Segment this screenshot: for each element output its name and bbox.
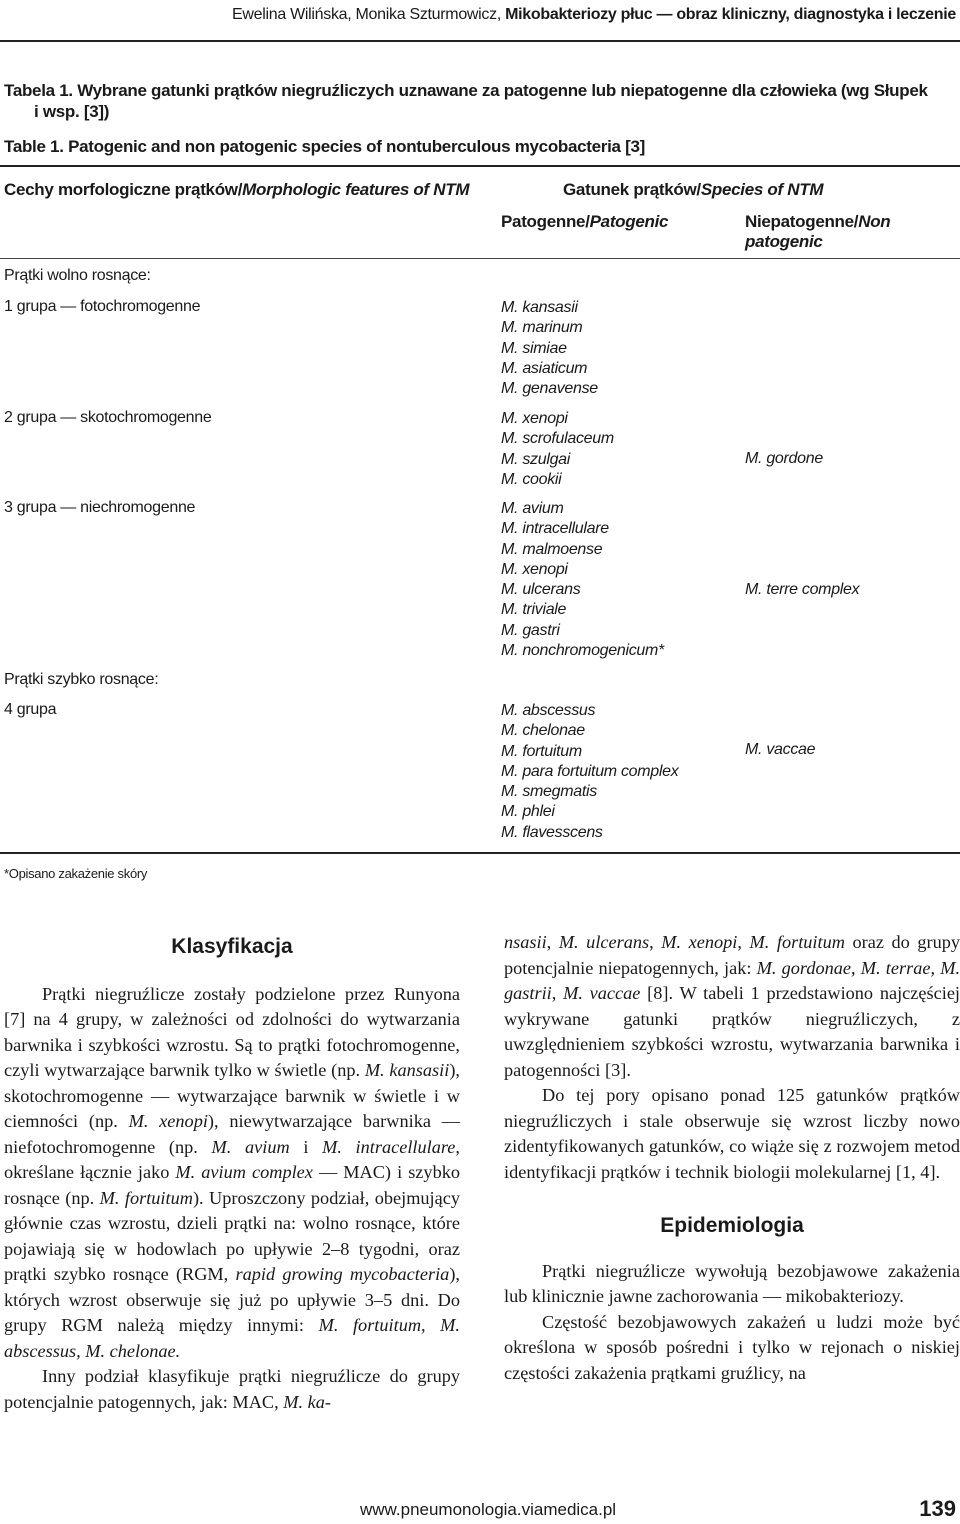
species-item: M. xenopi (501, 560, 568, 578)
paragraph: Do tej pory opisano ponad 125 gatunków prątków niegruźliczych i stale obserwuje się wzrost liczby nowo zidentyfikowanych gatunków, co wiąże się z rozwojem metod identyfikacji prątków i technik biologii molekularnej [1, 4]. (504, 1085, 960, 1182)
species-item: M. avium (501, 500, 564, 517)
paragraph: Prątki niegruźlicze wywołują bezobjawowe zakażenia lub klinicznie jawne zachorowania — mikobakteriozy. (504, 1260, 960, 1306)
left-column (4, 934, 460, 1415)
paragraph: Prątki niegruźlicze zostały podzielone przez Runyona [7] na 4 grupy, w zależności od zdolności do wytwarzania barwnika i szybkości wzrostu. Są to prątki fotochromogenne, czyli wytwarzające barwnik tylko w świetle (np. M. kansasii), skotochromogenne — wytwarzające barwnik w świetle i w ciemności (np. M. xenopi), niewytwarzające barwnika — niefotochromogenne (np. M. avium i M. intracellulare, określane łącznie jako M. avium complex — MAC) i szybko rosnące (np. M. fortuitum). Uproszczony podział, obejmujący głównie czas wzrostu, dzieli prątki na: wolno rosnące, które pojawiają się w hodowlach po upływie 2–8 tygodni, oraz prątki szybko rosnące (RGM, rapid growing mycobacteria), których wzrost obserwuje się już po upływie 3–5 dni. Do grupy RGM należą między innymi: M. fortuitum, M. abscessus, M. chelonae. (4, 983, 461, 1361)
species-item: M. chelonae (501, 722, 585, 740)
group3-species (501, 499, 664, 661)
species-item: M. intracellulare (501, 520, 609, 538)
running-header (232, 6, 956, 24)
section-title-klasyfikacja: Klasyfikacja (171, 935, 293, 958)
slow-growing-label: Prątki wolno rosnące: (4, 267, 151, 284)
section-title-epidemiologia: Epidemiologia (660, 1214, 804, 1237)
group4-species (501, 701, 678, 843)
page-number: 139 (919, 1496, 956, 1521)
group2-label: 2 grupa — skotochromogenne (4, 409, 212, 426)
table-caption-pl-2: i wsp. [3]) (34, 102, 110, 121)
paragraph: Inny podział klasyfikuje prątki niegruźlicze do grupy potencjalnie patogennych, jak: MAC, M. ka- (4, 1366, 460, 1412)
species-item: M. ulcerans (501, 581, 581, 599)
paragraph: nsasii, M. ulcerans, M. xenopi, M. fortuitum oraz do grupy potencjalnie niepatogennych, jak: M. gordonae, M. terrae, M. gastrii, M. vaccae [8]. W tabeli 1 przedstawiono najczęściej wykrywane gatunki prątków niegruźliczych, z uwzględnieniem szybkości wzrostu, wytwarzania barwnika i patogenności [3]. (504, 932, 960, 1080)
species-item: M. kansasii (501, 299, 578, 316)
species-item: M. simiae (501, 339, 567, 357)
species-item: M. phlei (501, 803, 555, 821)
group1-label: 1 grupa — fotochromogenne (4, 298, 201, 315)
species-item: M. szulgai (501, 450, 571, 468)
header-rule (0, 40, 960, 42)
species-item: M. marinum (501, 319, 583, 337)
right-column (504, 930, 960, 1386)
fast-growing-label: Prątki szybko rosnące: (4, 671, 159, 688)
species-item: M. fortuitum (501, 742, 582, 760)
species-item: M. asiaticum (501, 359, 588, 377)
header-authors: Ewelina Wilińska, Monika Szturmowicz, (232, 6, 506, 23)
species-item: M. para fortuitum complex (501, 762, 679, 780)
species-item: M. xenopi (501, 410, 568, 427)
species-item: M. abscessus (501, 702, 596, 719)
table-caption-pl-1: Tabela 1. Wybrane gatunki prątków niegruźliczych uznawane za patogenne lub niepatogenne dla człowieka (wg Słupek (4, 81, 928, 100)
species-item: M. cookii (501, 470, 562, 488)
table-footnote: *Opisano zakażenie skóry (4, 866, 148, 881)
col1-header: Cechy morfologiczne prątków/Morphologic features of NTM (4, 180, 470, 199)
species-item: M. triviale (501, 601, 567, 619)
table-caption-en: Table 1. Patogenic and non patogenic species of nontuberculous mycobacteria [3] (4, 137, 646, 156)
header-title: Mikobakteriozy płuc — obraz kliniczny, diagnostyka i leczenie (505, 6, 956, 23)
species-item: M. genavense (501, 380, 598, 398)
table-bottom-rule (0, 852, 960, 854)
group1-species (501, 298, 598, 399)
col-nonpathogenic-header: Niepatogenne/Non patogenic (745, 212, 891, 251)
table-header-rule (0, 258, 960, 259)
group3-label: 3 grupa — niechromogenne (4, 499, 196, 516)
species-item: M. malmoense (501, 540, 603, 558)
species-item: M. nonchromogenicum* (501, 642, 664, 660)
species-item: M. scrofulaceum (501, 430, 614, 448)
species-item: M. smegmatis (501, 783, 597, 801)
group4-label: 4 grupa (4, 701, 57, 718)
col2-header: Gatunek prątków/Species of NTM (563, 180, 824, 199)
group4-nonpathogenic: M. vaccae (745, 741, 816, 758)
species-item: M. flavesscens (501, 823, 603, 841)
group3-nonpathogenic: M. terre complex (745, 581, 860, 598)
group2-nonpathogenic: M. gordone (745, 450, 823, 467)
table-top-rule (0, 165, 960, 167)
species-item: M. gastri (501, 621, 560, 639)
paragraph: Częstość bezobjawowych zakażeń u ludzi może być określona w sposób pośredni i tylko w rejonach o niskiej częstości zakażenia prątkami gruźlicy, na (504, 1311, 960, 1383)
group2-species (501, 409, 614, 490)
col-pathogenic-header: Patogenne/Patogenic (501, 212, 669, 231)
journal-url[interactable]: www.pneumonologia.viamedica.pl (360, 1500, 617, 1519)
